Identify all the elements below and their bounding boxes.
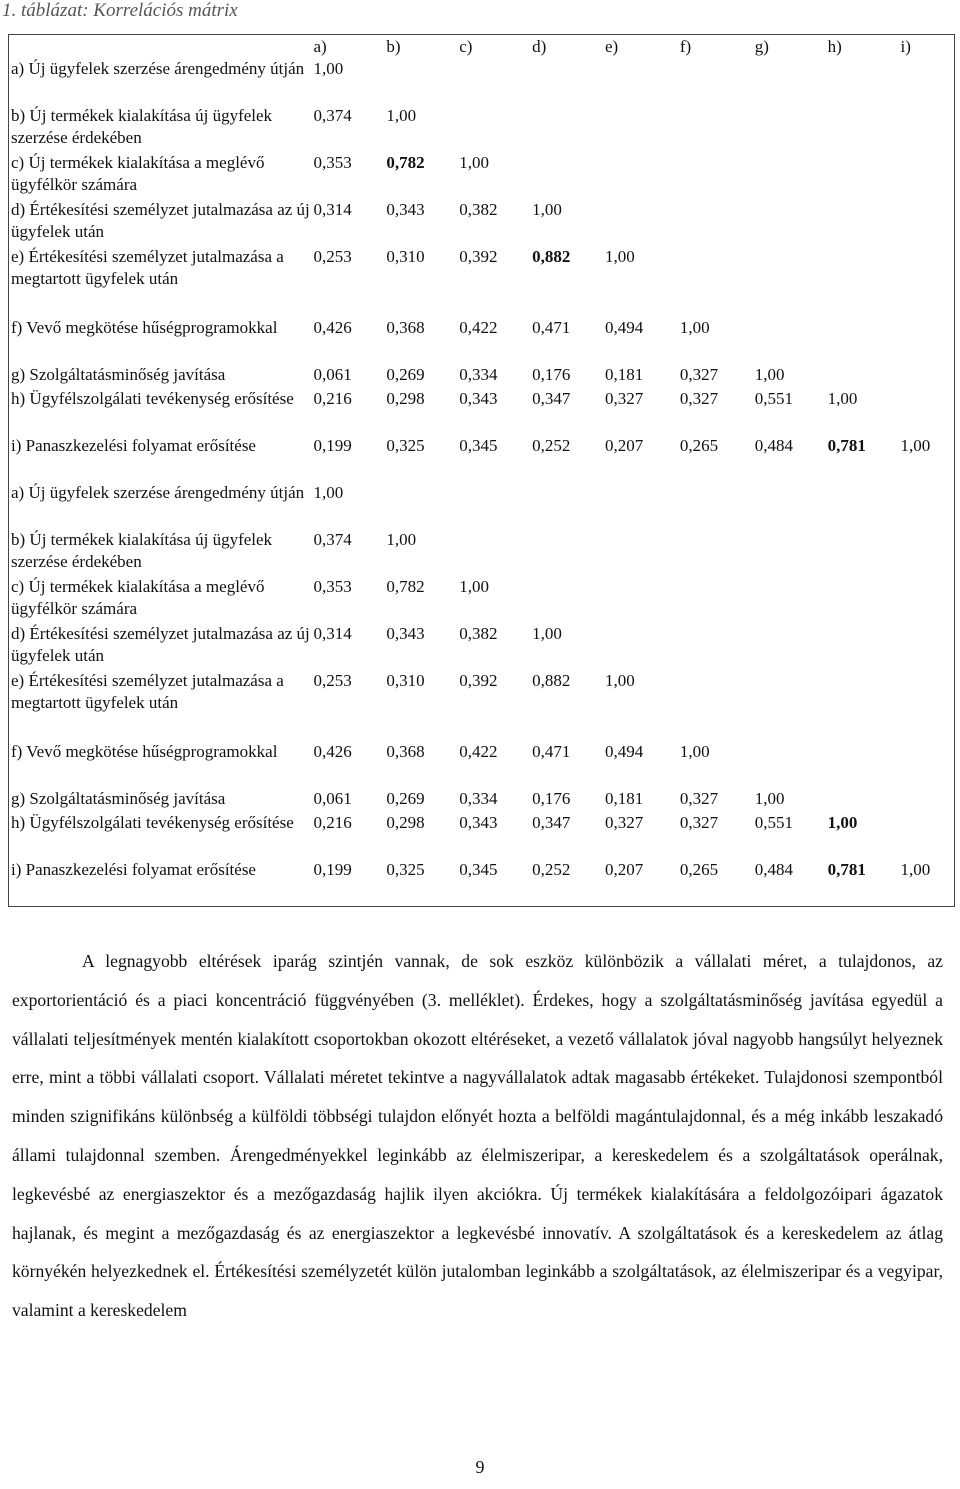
row-label: d) Értékesítési személyzet jutalmazása az új ügyfelek után (11, 200, 310, 241)
page-number: 9 (475, 1457, 485, 1477)
correlation-value: 0,551 (754, 813, 794, 832)
correlation-value: 0,368 (386, 742, 425, 761)
correlation-value: 0,207 (605, 436, 644, 455)
empty-cell (678, 246, 753, 317)
correlation-value: 0,353 (313, 153, 352, 172)
correlation-value: 0,269 (386, 365, 425, 384)
empty-cell (753, 623, 826, 670)
correlation-value: 0,422 (459, 742, 498, 761)
correlation-value: 0,181 (605, 365, 644, 384)
empty-cell (678, 482, 753, 529)
row-label: i) Panaszkezelési folyamat erősítése (11, 436, 256, 455)
empty-cell (678, 105, 753, 152)
correlation-value: 0,382 (459, 200, 498, 219)
row-label: g) Szolgáltatásminőség javítása (11, 789, 226, 808)
correlation-value: 0,374 (313, 530, 352, 549)
correlation-value: 0,382 (459, 624, 498, 643)
correlation-value: 0,314 (313, 624, 352, 643)
table-row (9, 199, 955, 246)
correlation-value: 0,471 (532, 318, 571, 337)
empty-cell (530, 576, 603, 623)
empty-cell (603, 576, 678, 623)
empty-cell (753, 152, 826, 199)
row-label: i) Panaszkezelési folyamat erősítése (11, 860, 256, 879)
row-label: b) Új termékek kialakítása új ügyfelek szerzése érdekében (11, 530, 273, 571)
correlation-value: 0,327 (679, 389, 719, 408)
empty-cell (678, 58, 753, 105)
correlation-value: 0,298 (386, 813, 425, 832)
empty-cell (678, 623, 753, 670)
body-paragraph (12, 942, 943, 1330)
correlation-value: 0,345 (459, 436, 498, 455)
correlation-value: 0,327 (679, 365, 719, 384)
correlation-value: 0,882 (532, 247, 571, 266)
empty-cell (753, 670, 826, 741)
empty-cell (753, 576, 826, 623)
table-row (9, 435, 955, 482)
empty-cell (826, 317, 899, 364)
correlation-value: 0,325 (386, 436, 425, 455)
table-row (9, 246, 955, 317)
table-row (9, 105, 955, 152)
table-row (9, 788, 955, 812)
column-header: i) (900, 37, 911, 56)
empty-cell (826, 199, 899, 246)
empty-cell (899, 317, 955, 364)
empty-cell (603, 623, 678, 670)
row-label: e) Értékesítési személyzet jutalmazása a megtartott ügyfelek után (11, 247, 284, 288)
header-row (9, 35, 955, 59)
correlation-value: 0,207 (605, 860, 644, 879)
column-header: g) (754, 37, 769, 56)
correlation-value: 0,494 (605, 742, 644, 761)
empty-cell (899, 529, 955, 576)
table-row (9, 58, 955, 105)
correlation-value: 0,216 (313, 813, 352, 832)
table-row (9, 670, 955, 741)
correlation-value: 0,551 (754, 389, 794, 408)
column-header: h) (827, 37, 842, 56)
correlation-value: 1,00 (827, 389, 858, 408)
row-label: a) Új ügyfelek szerzése árengedmény útján (11, 483, 305, 502)
empty-cell (530, 105, 603, 152)
empty-cell (899, 576, 955, 623)
correlation-value: 0,494 (605, 318, 644, 337)
empty-cell (530, 482, 603, 529)
empty-cell (753, 58, 826, 105)
correlation-value: 0,061 (313, 789, 352, 808)
correlation-value: 0,176 (532, 365, 571, 384)
empty-cell (384, 482, 457, 529)
empty-cell (899, 364, 955, 388)
empty-cell (899, 741, 955, 788)
correlation-value: 1,00 (459, 153, 489, 172)
correlation-value: 0,484 (754, 860, 794, 879)
table-row (9, 388, 955, 435)
empty-cell (603, 199, 678, 246)
correlation-value: 0,347 (532, 813, 571, 832)
row-label: h) Ügyfélszolgálati tevékenység erősítése (11, 813, 294, 832)
correlation-value: 1,00 (900, 436, 931, 455)
correlation-matrix-table (8, 34, 955, 907)
empty-cell (899, 482, 955, 529)
correlation-value: 0,392 (459, 247, 498, 266)
empty-cell (678, 152, 753, 199)
correlation-value: 0,343 (459, 389, 498, 408)
correlation-value: 0,426 (313, 318, 352, 337)
correlation-value: 0,253 (313, 247, 352, 266)
correlation-value: 0,343 (459, 813, 498, 832)
correlation-value: 1,00 (386, 106, 417, 125)
correlation-value: 1,00 (532, 624, 562, 643)
correlation-value: 0,882 (532, 671, 571, 690)
correlation-value: 0,269 (386, 789, 425, 808)
correlation-value: 0,265 (679, 436, 719, 455)
empty-cell (603, 58, 678, 105)
empty-cell (826, 741, 899, 788)
correlation-value: 0,347 (532, 389, 571, 408)
correlation-value: 0,392 (459, 671, 498, 690)
column-header: a) (313, 37, 327, 56)
empty-cell (753, 246, 826, 317)
empty-cell (826, 670, 899, 741)
correlation-value: 0,181 (605, 789, 644, 808)
empty-cell (753, 482, 826, 529)
empty-cell (603, 482, 678, 529)
empty-cell (678, 670, 753, 741)
correlation-value: 0,310 (386, 247, 425, 266)
correlation-value: 0,334 (459, 365, 498, 384)
correlation-value: 0,327 (679, 813, 719, 832)
empty-cell (826, 788, 899, 812)
correlation-value: 1,00 (313, 59, 344, 78)
empty-cell (530, 529, 603, 576)
column-header: e) (605, 37, 619, 56)
correlation-value: 0,252 (532, 860, 571, 879)
empty-cell (826, 623, 899, 670)
empty-cell (899, 670, 955, 741)
empty-cell (753, 199, 826, 246)
empty-cell (753, 105, 826, 152)
correlation-value: 0,327 (605, 389, 644, 408)
correlation-value: 0,374 (313, 106, 352, 125)
correlation-value: 1,00 (827, 813, 858, 832)
correlation-value: 1,00 (313, 483, 344, 502)
row-label: f) Vevő megkötése hűségprogramokkal (11, 742, 278, 761)
empty-cell (826, 364, 899, 388)
empty-cell (826, 58, 899, 105)
correlation-value: 1,00 (605, 247, 635, 266)
column-header: b) (386, 37, 401, 56)
correlation-value: 1,00 (900, 860, 931, 879)
header-corner-cell (9, 35, 312, 59)
correlation-value: 0,327 (605, 813, 644, 832)
correlation-value: 0,484 (754, 436, 794, 455)
empty-cell (603, 105, 678, 152)
empty-cell (899, 152, 955, 199)
row-label: c) Új termékek kialakítása a meglévő ügyfélkör számára (11, 577, 265, 618)
empty-cell (678, 199, 753, 246)
empty-cell (826, 246, 899, 317)
empty-cell (753, 741, 826, 788)
column-header: f) (679, 37, 692, 56)
correlation-value: 0,327 (679, 789, 719, 808)
table-caption: 1. táblázat: Korrelációs mátrix (2, 0, 238, 21)
correlation-value: 0,343 (386, 200, 425, 219)
empty-cell (753, 317, 826, 364)
correlation-value: 0,368 (386, 318, 425, 337)
correlation-value: 0,334 (459, 789, 498, 808)
row-label: d) Értékesítési személyzet jutalmazása az új ügyfelek után (11, 624, 310, 665)
empty-cell (457, 482, 530, 529)
correlation-value: 0,345 (459, 860, 498, 879)
table-row (9, 482, 955, 529)
row-label: h) Ügyfélszolgálati tevékenység erősítése (11, 389, 294, 408)
empty-cell (826, 576, 899, 623)
correlation-value: 0,782 (386, 153, 425, 172)
correlation-value: 0,343 (386, 624, 425, 643)
empty-cell (899, 388, 955, 435)
correlation-value: 0,176 (532, 789, 571, 808)
correlation-value: 0,252 (532, 436, 571, 455)
table-row (9, 317, 955, 364)
empty-cell (899, 199, 955, 246)
table-row (9, 529, 955, 576)
correlation-value: 0,314 (313, 200, 352, 219)
correlation-value: 1,00 (679, 318, 710, 337)
correlation-value: 1,00 (459, 577, 489, 596)
correlation-value: 1,00 (679, 742, 710, 761)
correlation-value: 1,00 (605, 671, 635, 690)
empty-cell (753, 529, 826, 576)
correlation-value: 0,426 (313, 742, 352, 761)
empty-cell (530, 58, 603, 105)
correlation-value: 0,781 (827, 436, 866, 455)
body-text: A legnagyobb eltérések iparág szintjén vannak, de sok eszköz különbözik a vállalati méret, a tulajdonos, az exportorientáció és a piaci koncentráció függvényében (3. melléklet). Érdekes, hogy a szolgáltatásminőség javítása egyedül a vállalati teljesítmények mentén kialakított csoportokban okozott eltéréseket, a vezető vállalatok jóval nagyobb hangsúlyt helyeznek erre, mint a többi vállalati csoport. Vállalati méretet tekintve a nagyvállalatok adtak magasabb értékeket. Tulajdonosi szempontból minden szignifikáns különbség a külföldi többségi tulajdon előnyét hozta a belföldi magántulajdonnal, és a még inkább leszakadó állami tulajdonnal szemben. Árengedményekkel leginkább az élelmiszeripar, a kereskedelem és a szolgáltatások operálnak, legkevésbé az energiaszektor és a mezőgazdaság hajlik ilyen akciókra. Új termékek kialakítására a feldolgozóipari ágazatok hajlanak, és megint a mezőgazdaság és az energiaszektor a legkevésbé innovatív. A szolgáltatások és a kereskedelem az átlag környékén helyezkednek el. Értékesítési személyzetét külön jutalomban leginkább a szolgáltatások, az élelmiszeripar és a vegyipar, valamint a kereskedelem (12, 951, 943, 1321)
table-row (9, 576, 955, 623)
row-label: b) Új termékek kialakítása új ügyfelek szerzése érdekében (11, 106, 273, 147)
row-label: e) Értékesítési személyzet jutalmazása a megtartott ügyfelek után (11, 671, 284, 712)
row-label: c) Új termékek kialakítása a meglévő ügyfélkör számára (11, 153, 265, 194)
correlation-value: 0,253 (313, 671, 352, 690)
correlation-value: 0,199 (313, 436, 352, 455)
empty-cell (899, 788, 955, 812)
empty-cell (384, 58, 457, 105)
empty-cell (826, 482, 899, 529)
empty-cell (603, 529, 678, 576)
correlation-value: 0,325 (386, 860, 425, 879)
correlation-value: 0,782 (386, 577, 425, 596)
column-header: c) (459, 37, 473, 56)
correlation-value: 0,310 (386, 671, 425, 690)
empty-cell (457, 105, 530, 152)
correlation-value: 0,781 (827, 860, 866, 879)
table-row (9, 364, 955, 388)
correlation-value: 1,00 (754, 789, 785, 808)
empty-cell (899, 623, 955, 670)
correlation-value: 0,061 (313, 365, 352, 384)
correlation-value: 0,471 (532, 742, 571, 761)
row-label: f) Vevő megkötése hűségprogramokkal (11, 318, 278, 337)
row-label: a) Új ügyfelek szerzése árengedmény útján (11, 59, 305, 78)
empty-cell (457, 58, 530, 105)
empty-cell (678, 576, 753, 623)
empty-cell (899, 105, 955, 152)
correlation-value: 0,199 (313, 860, 352, 879)
correlation-value: 1,00 (754, 365, 785, 384)
column-header: d) (532, 37, 547, 56)
table-row (9, 623, 955, 670)
correlation-value: 1,00 (386, 530, 417, 549)
table-row (9, 741, 955, 788)
row-label: g) Szolgáltatásminőség javítása (11, 365, 226, 384)
empty-cell (826, 105, 899, 152)
correlation-value: 0,216 (313, 389, 352, 408)
empty-cell (899, 58, 955, 105)
table-row (9, 812, 955, 859)
correlation-value: 0,298 (386, 389, 425, 408)
empty-cell (899, 246, 955, 317)
correlation-value: 0,422 (459, 318, 498, 337)
empty-cell (826, 529, 899, 576)
correlation-value: 0,353 (313, 577, 352, 596)
empty-cell (457, 529, 530, 576)
empty-cell (678, 529, 753, 576)
table-row (9, 859, 955, 907)
table-row (9, 152, 955, 199)
empty-cell (530, 152, 603, 199)
correlation-value: 0,265 (679, 860, 719, 879)
empty-cell (826, 152, 899, 199)
empty-cell (603, 152, 678, 199)
correlation-value: 1,00 (532, 200, 562, 219)
empty-cell (899, 812, 955, 859)
